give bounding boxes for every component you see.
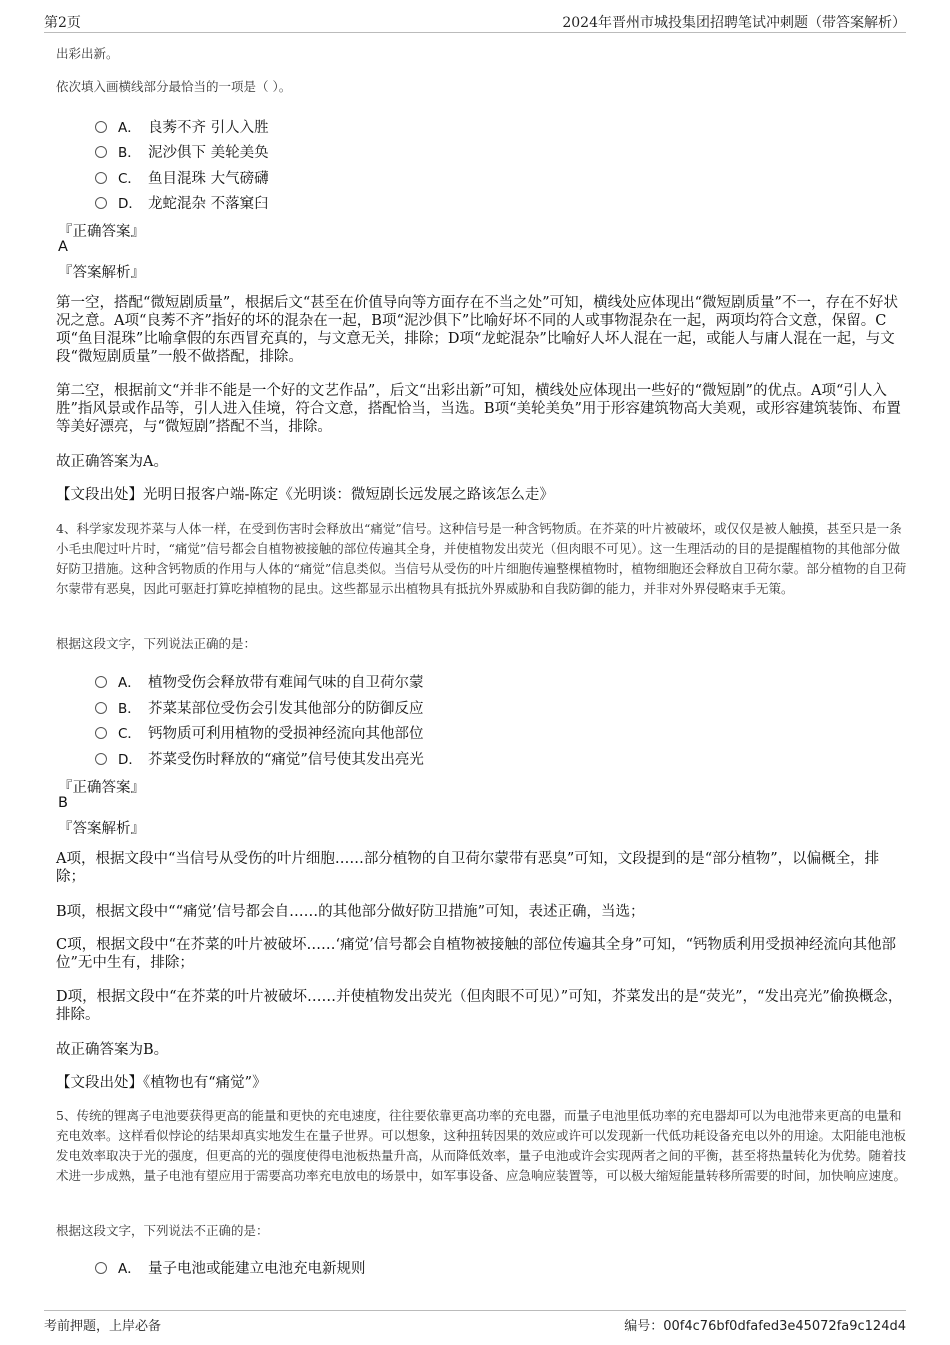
page-header xyxy=(44,12,906,33)
source-citation: 【文段出处】《植物也有“痛觉”》 xyxy=(56,1075,267,1091)
option-c[interactable] xyxy=(95,167,269,188)
option-letter: A． xyxy=(118,120,141,136)
code-label: 编号： xyxy=(624,1319,664,1334)
radio-icon[interactable] xyxy=(95,121,107,133)
footer-slogan: 考前押题，上岸必备 xyxy=(44,1319,162,1334)
analysis-paragraph: 第二空，根据前文“并非不能是一个好的文艺作品”，后文“出彩出新”可知，横线处应体现出一些好的“微短剧”的优点。A项“引人入胜”指风景或作品等，引人进入佳境，符合文意，搭配恰当，当选。B项“美轮美奂”用于形容建筑物高大美观，或形容建筑装饰、布置等美好漂亮，与“微短剧”搭配不当，排除。 xyxy=(56,383,901,435)
option-text: 芥菜某部位受伤会引发其他部分的防御反应 xyxy=(148,701,424,717)
radio-icon[interactable] xyxy=(95,753,107,765)
radio-icon[interactable] xyxy=(95,702,107,714)
analysis-paragraph: A项，根据文段中“当信号从受伤的叶片细胞……部分植物的自卫荷尔蒙带有恶臭”可知，文段提到的是“部分植物”，以偏概全，排除； xyxy=(56,851,880,885)
answer-label: 『正确答案』 xyxy=(58,224,145,240)
radio-icon[interactable] xyxy=(95,676,107,688)
question-passage: 4、科学家发现芥菜与人体一样，在受到伤害时会释放出“痛觉”信号。这种信号是一种含钙物质。在芥菜的叶片被破坏，或仅仅是被人触摸，甚至只是一条小毛虫爬过叶片时，“痛觉”信号都会自植物被接触的部位传遍其全身，并使植物发出荧光（但肉眼不可见）。这一生理活动的目的是提醒植物的其他部分做好防卫措施。这种含钙物质的作用与人体的“痛觉”信息类似。当信号从受伤的叶片细胞传遍整棵植物时，植物细胞还会释放自卫荷尔蒙。部分植物的自卫荷尔蒙带有恶臭，因此可驱赶打算吃掉植物的昆虫。这些都显示出植物具有抵抗外界威胁和自我防御的能力，并非对外界侵略束手无策。 xyxy=(56,521,907,596)
option-d[interactable] xyxy=(95,748,424,769)
question-passage: 5、传统的锂离子电池要获得更高的能量和更快的充电速度，往往要依靠更高功率的充电器，而量子电池里低功率的充电器却可以为电池带来更高的电量和充电效率。这样看似悖论的结果却真实地发生在量子世界。可以想象，这种扭转因果的效应或许可以发现新一代低功耗设备充电以外的用途。太阳能电池板发电效率取决于光的强度，但更高的光的强度使得电池板热量升高，从而降低效率，量子电池或许会实现两者之间的平衡，甚至将热量转化为优势。随着技术进一步成熟，量子电池有望应用于需要高功率充电放电的场景中，如军事设备、应急响应装置等，可以极大缩短能量转移所需要的时间，加快响应速度。 xyxy=(56,1108,907,1183)
radio-icon[interactable] xyxy=(95,197,107,209)
question-prompt: 根据这段文字，下列说法不正确的是： xyxy=(56,1223,269,1238)
option-c[interactable] xyxy=(95,722,424,743)
analysis-paragraph: D项，根据文段中“在芥菜的叶片被破坏……并使植物发出荧光（但肉眼不可见）”可知，芥菜发出的是“荧光”，“发出亮光”偷换概念，排除。 xyxy=(56,989,903,1023)
option-text: 鱼目混珠 大气磅礴 xyxy=(148,171,269,187)
page-number: 第2页 xyxy=(44,15,81,31)
option-text: 泥沙俱下 美轮美奂 xyxy=(148,145,269,161)
answer-value: B xyxy=(58,795,68,811)
radio-icon[interactable] xyxy=(95,172,107,184)
option-letter: B． xyxy=(118,145,141,161)
analysis-label: 『答案解析』 xyxy=(58,265,145,281)
page-footer xyxy=(44,1310,906,1335)
document-title: 2024年晋州市城投集团招聘笔试冲刺题（带答案解析） xyxy=(562,15,906,31)
option-letter: D． xyxy=(118,196,142,212)
option-letter: C． xyxy=(118,726,141,742)
passage-fragment: 出彩出新。 xyxy=(56,46,119,61)
option-b[interactable] xyxy=(95,141,269,162)
answer-label: 『正确答案』 xyxy=(58,780,145,796)
radio-icon[interactable] xyxy=(95,1262,107,1274)
radio-icon[interactable] xyxy=(95,146,107,158)
option-letter: B． xyxy=(118,701,141,717)
analysis-conclusion: 故正确答案为B。 xyxy=(56,1042,169,1058)
source-citation: 【文段出处】光明日报客户端-陈定《光明谈：微短剧长远发展之路该怎么走》 xyxy=(56,487,554,503)
option-text: 钙物质可利用植物的受损神经流向其他部位 xyxy=(148,726,424,742)
document-code xyxy=(624,1315,906,1334)
analysis-paragraph: B项，根据文段中““痛觉’信号都会自……的其他部分做好防卫措施”可知，表述正确，当选； xyxy=(56,904,645,920)
radio-icon[interactable] xyxy=(95,727,107,739)
analysis-paragraph: 第一空，搭配“微短剧质量”，根据后文“甚至在价值导向等方面存在不当之处”可知，横线处应体现出“微短剧质量”不一，存在不好状况之意。A项“良莠不齐”指好的坏的混杂在一起，B项“泥沙俱下”比喻好坏不同的人或事物混杂在一起，两项均符合文意，保留。C项“鱼目混珠”比喻拿假的东西冒充真的，与文意无关，排除；D项“龙蛇混杂”比喻好人坏人混在一起，或能人与庸人混在一起，与文段“微短剧质量”一般不做搭配，排除。 xyxy=(56,295,898,365)
option-d[interactable] xyxy=(95,192,269,213)
option-letter: A． xyxy=(118,1261,141,1277)
answer-value: A xyxy=(58,239,68,255)
option-text: 芥菜受伤时释放的“痛觉”信号使其发出亮光 xyxy=(148,752,424,768)
option-a[interactable] xyxy=(95,1257,366,1278)
option-a[interactable] xyxy=(95,116,269,137)
option-text: 良莠不齐 引人入胜 xyxy=(148,120,269,136)
option-text: 量子电池或能建立电池充电新规则 xyxy=(148,1261,366,1277)
analysis-paragraph: C项，根据文段中“在芥菜的叶片被破坏……‘痛觉’信号都会自植物被接触的部位传遍其全身”可知，“钙物质利用受损神经流向其他部位”无中生有，排除； xyxy=(56,937,897,971)
option-letter: C． xyxy=(118,171,141,187)
option-text: 植物受伤会释放带有难闻气味的自卫荷尔蒙 xyxy=(148,675,424,691)
code-value: 00f4c76bf0dfafed3e45072fa9c124d4 xyxy=(663,1319,906,1334)
question-prompt: 根据这段文字，下列说法正确的是： xyxy=(56,636,257,651)
option-b[interactable] xyxy=(95,697,424,718)
option-a[interactable] xyxy=(95,671,424,692)
analysis-conclusion: 故正确答案为A。 xyxy=(56,454,168,470)
option-letter: A． xyxy=(118,675,141,691)
option-letter: D． xyxy=(118,752,142,768)
analysis-label: 『答案解析』 xyxy=(58,821,145,837)
option-text: 龙蛇混杂 不落窠臼 xyxy=(148,196,269,212)
question-prompt: 依次填入画横线部分最恰当的一项是（ ）。 xyxy=(56,79,292,94)
